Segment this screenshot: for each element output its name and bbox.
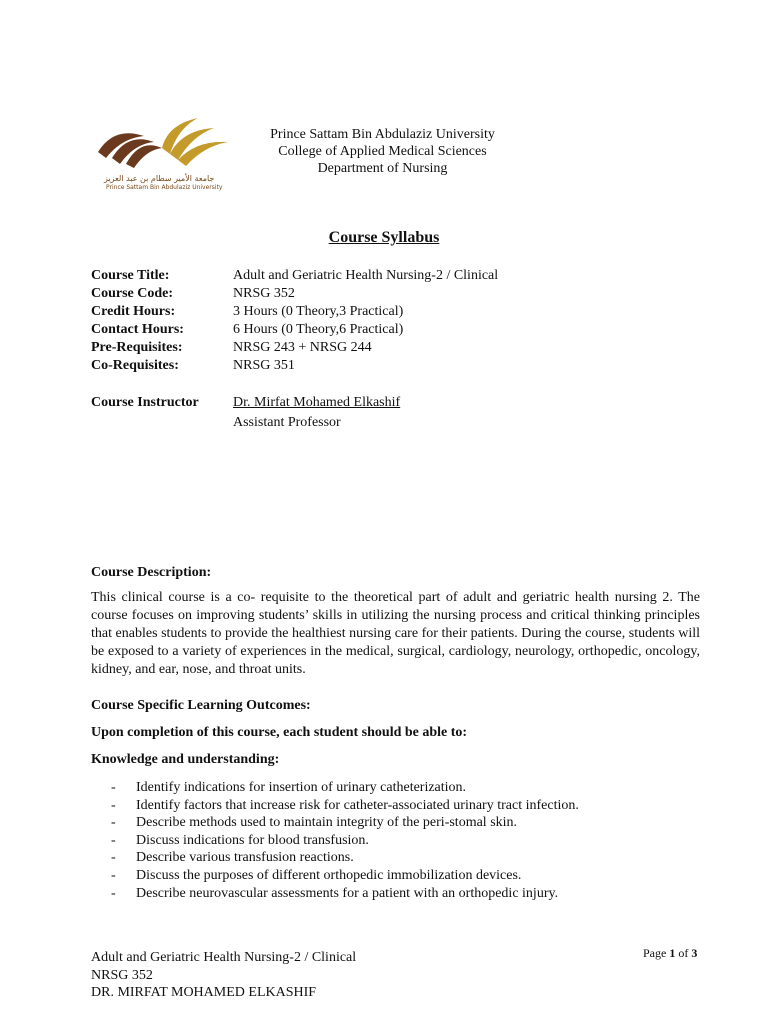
page-title: Course Syllabus [328, 229, 440, 246]
list-item-text: Describe methods used to maintain integrity of the peri-stomal skin. [136, 815, 518, 831]
info-value: NRSG 352 [233, 286, 295, 301]
list-item-text: Describe neurovascular assessments for a patient with an orthopedic injury. [136, 885, 559, 901]
info-value: NRSG 351 [233, 358, 295, 373]
bullet-dash: - [111, 867, 116, 883]
bullet-dash: - [111, 850, 116, 866]
info-value: 6 Hours (0 Theory,6 Practical) [233, 322, 404, 337]
university-name: Prince Sattam Bin Abdulaziz University [270, 127, 495, 142]
list-item-text: Discuss the purposes of different orthopedic immobilization devices. [136, 867, 522, 883]
footer-course-code: NRSG 352 [91, 967, 153, 983]
info-label: Course Title: [91, 268, 170, 283]
list-item [111, 779, 579, 797]
description-text: This clinical course is a co- requisite to the theoretical part of adult and geriatric health nursing 2. The course focuses on improving students’ skills in utilizing the nursing process and critical thinking principles that enables students to provide the healthiest nursing care for their patients. During the course, students will be exposed to a variety of experiences in the medical, surgical, cardiology, neurology, orthopedic, oncology, kidney, and ear, nose, and throat units. [91, 590, 700, 677]
outcomes-heading: Course Specific Learning Outcomes: [91, 698, 311, 713]
bullet-dash: - [111, 832, 116, 848]
logo-english-text: Prince Sattam Bin Abdulaziz University [106, 184, 223, 191]
page-of: of [678, 946, 689, 960]
course-info-row [91, 285, 498, 303]
page-total: 3 [691, 946, 698, 960]
list-item [111, 814, 579, 832]
bullet-dash: - [111, 885, 116, 901]
instructor-position: Assistant Professor [233, 415, 341, 430]
logo-arabic-text: جامعة الأمير سطام بن عبد العزيز [104, 174, 215, 183]
knowledge-heading: Knowledge and understanding: [91, 752, 280, 767]
instructor-label: Course Instructor [91, 395, 199, 410]
document-header [240, 126, 525, 177]
bullet-dash: - [111, 815, 116, 831]
outcomes-intro: Upon completion of this course, each student should be able to: [91, 725, 468, 740]
list-item [111, 832, 579, 850]
page-number [643, 946, 697, 961]
list-item-text: Identify indications for insertion of urinary catheterization. [136, 780, 467, 795]
course-info-row [91, 321, 498, 339]
course-info-row [91, 303, 498, 321]
info-value: 3 Hours (0 Theory,3 Practical) [233, 304, 404, 319]
footer-instructor: DR. MIRFAT MOHAMED ELKASHIF [91, 985, 317, 1000]
info-value: Adult and Geriatric Health Nursing-2 / Clinical [233, 268, 499, 283]
page-word: Page [643, 946, 667, 960]
list-item-text: Discuss indications for blood transfusion. [136, 832, 369, 848]
page-footer [91, 949, 356, 1002]
department-name: Department of Nursing [317, 161, 448, 176]
course-info [91, 267, 498, 375]
list-item-text: Identify factors that increase risk for catheter-associated urinary tract infection. [136, 797, 579, 813]
list-item [111, 797, 579, 815]
info-label: Credit Hours: [91, 304, 176, 319]
list-item [111, 885, 579, 903]
list-item [111, 867, 579, 885]
college-name: College of Applied Medical Sciences [278, 144, 487, 159]
page-current: 1 [669, 946, 676, 960]
info-value: NRSG 243 + NRSG 244 [233, 340, 372, 355]
course-info-row [91, 357, 498, 375]
info-label: Course Code: [91, 286, 174, 301]
list-item-text: Describe various transfusion reactions. [136, 850, 354, 866]
list-item [111, 849, 579, 867]
info-label: Co-Requisites: [91, 358, 179, 373]
bullet-dash: - [111, 797, 116, 813]
bullet-dash: - [111, 780, 116, 795]
course-instructor [91, 393, 400, 433]
footer-course-title: Adult and Geriatric Health Nursing-2 / Clinical [91, 950, 357, 965]
outcomes-list [111, 779, 579, 902]
description-heading: Course Description: [91, 565, 212, 580]
info-label: Contact Hours: [91, 322, 184, 337]
instructor-name: Dr. Mirfat Mohamed Elkashif [233, 395, 401, 410]
info-label: Pre-Requisites: [91, 340, 183, 355]
course-info-row [91, 339, 498, 357]
course-info-row [91, 267, 498, 285]
